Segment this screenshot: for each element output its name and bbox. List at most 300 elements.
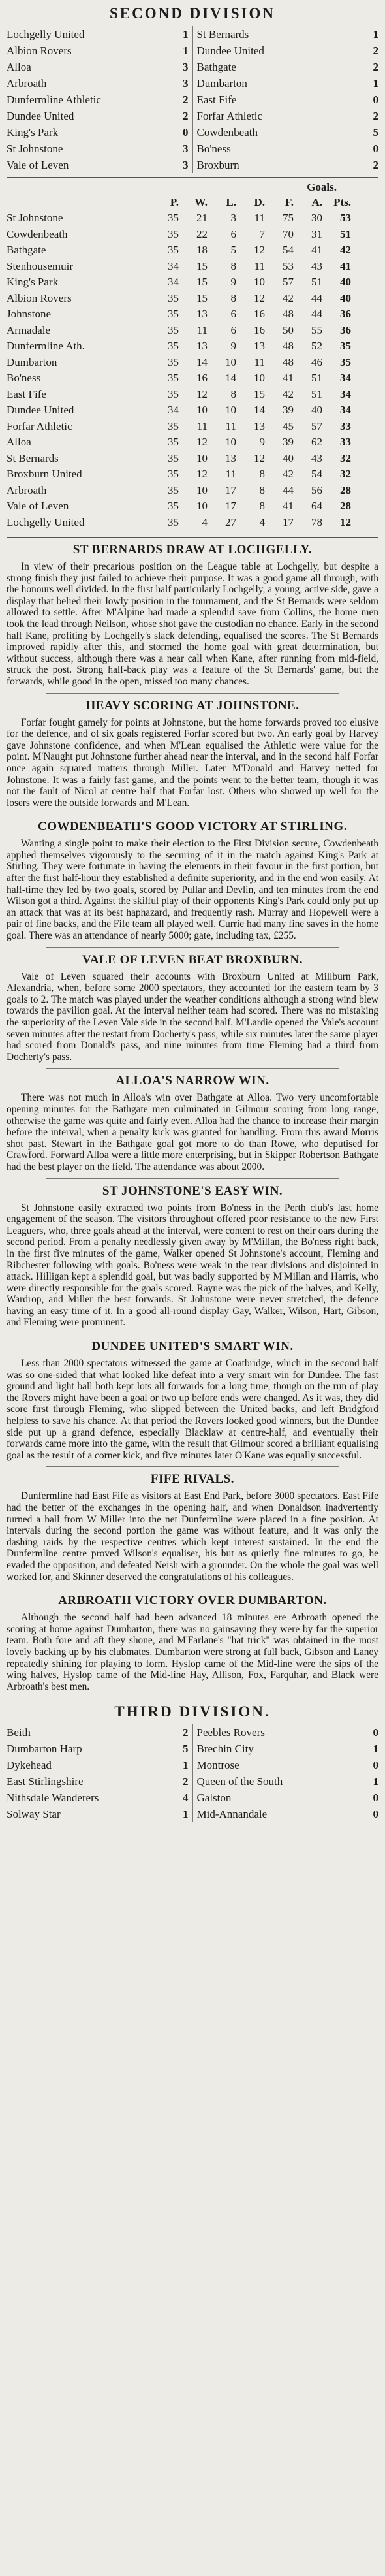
table-cell: 8 <box>259 468 265 480</box>
table-cell: 10 <box>254 276 265 288</box>
table-cell: 39 <box>283 404 294 416</box>
table-cell: 15 <box>196 259 208 272</box>
table-row <box>7 355 378 371</box>
table-cell: 43 <box>311 259 322 272</box>
table-cell: 27 <box>225 515 236 528</box>
team-name: East Fife <box>7 387 46 400</box>
table-cell: 35 <box>168 212 179 224</box>
table-row <box>7 483 378 499</box>
table-cell: 11 <box>196 323 208 336</box>
report-headline: ARBROATH VICTORY OVER DUMBARTON. <box>58 1594 327 1608</box>
table-cell: 8 <box>259 500 265 512</box>
table-cell: 8 <box>230 387 236 400</box>
home-team: Arbroath <box>7 77 47 89</box>
away-score: 0 <box>373 1726 378 1739</box>
table-row <box>7 323 378 339</box>
table-cell: 46 <box>311 355 322 368</box>
table-cell: 10 <box>196 404 208 416</box>
third-division-results <box>7 1724 378 1822</box>
team-name: Arbroath <box>7 483 47 496</box>
home-score: 1 <box>183 1808 189 1821</box>
result-row <box>7 1757 378 1773</box>
table-cell: 32 <box>340 451 351 464</box>
table-cell: 14 <box>196 355 208 368</box>
home-score: 3 <box>183 77 189 89</box>
table-cell: 56 <box>311 483 322 496</box>
result-row <box>7 1741 378 1757</box>
match-report <box>7 1588 378 1692</box>
home-score: 2 <box>183 1726 189 1739</box>
team-name: Lochgelly United <box>7 515 85 528</box>
table-cell: 35 <box>168 451 179 464</box>
table-cell: 39 <box>283 436 294 448</box>
table-cell: 10 <box>225 436 236 448</box>
table-cell: 35 <box>168 436 179 448</box>
table-cell: 30 <box>311 212 322 224</box>
table-cell: 12 <box>196 436 208 448</box>
away-score: 5 <box>373 126 378 138</box>
table-cell: 51 <box>311 387 322 400</box>
table-cell: 33 <box>340 436 351 448</box>
col-header: W. <box>194 196 208 208</box>
table-cell: 11 <box>196 419 208 432</box>
table-row <box>7 274 378 291</box>
table-cell: 16 <box>254 308 265 320</box>
home-score: 3 <box>183 142 189 155</box>
table-cell: 35 <box>168 323 179 336</box>
report-body: Vale of Leven squared their accounts with Broxburn United at Millburn Park, Alexandria, when, before some 2000 spectators, they accounted for the eastern team by 3 goals to 2. The match was played under the weather conditions although a strong wind blew towards the pavilion goal. At the interval neither team had scored. There was no mistaking the superiority of the Leven Vale side in the second half. M'Lardie opened the Vale's account seven minutes after the restart from Docherty's pass, while six minutes later the same player had scored from Donald's pass, and nine minutes from time Fleming had a third from Docherty's pass. <box>7 971 378 1063</box>
team-name: Dumbarton <box>7 355 57 368</box>
home-score: 1 <box>183 28 189 40</box>
table-cell: 10 <box>196 500 208 512</box>
table-cell: 48 <box>283 340 294 352</box>
team-name: King's Park <box>7 276 59 288</box>
team-name: Bo'ness <box>7 372 41 384</box>
table-cell: 14 <box>254 404 265 416</box>
table-cell: 7 <box>259 227 265 240</box>
away-team: Dundee United <box>196 44 264 57</box>
divider <box>7 536 378 538</box>
home-score: 3 <box>183 159 189 171</box>
table-cell: 34 <box>168 276 179 288</box>
away-team: Mid-Annandale <box>196 1808 268 1821</box>
team-name: Stenhousemuir <box>7 259 73 272</box>
table-row <box>7 242 378 259</box>
table-cell: 44 <box>283 483 294 496</box>
table-cell: 48 <box>283 355 294 368</box>
table-cell: 41 <box>283 372 294 384</box>
third-division-title: THIRD DIVISION. <box>114 1703 271 1720</box>
away-score: 2 <box>373 110 378 122</box>
away-score: 0 <box>373 93 378 106</box>
table-cell: 17 <box>283 515 294 528</box>
table-cell: 35 <box>168 291 179 304</box>
table-row <box>7 259 378 275</box>
report-body: Less than 2000 spectators witnessed the game at Coatbridge, which in the second half was so one-sided that what looked like defeat into a very smart win for Dundee. The fast ground and light ball both kept lots all forwards for a long time, though on the run of play the Rovers might have been a goal or two up before ends were changed. As it was, they did score first through Fleming, who slipped between the United backs, and left Bridgford helpless to save his chance. At that period the Rovers looked good winners, but the Dundee side put up a grand defence, especially Blacklaw at centre-half, and eventually their forwards came more into the game, with the result that Gilmour scored a brilliant equalising goal as the result of a corner kick, and five minutes later O'Kane was equally successful. <box>7 1358 378 1461</box>
team-name: Broxburn United <box>7 468 82 480</box>
table-row <box>7 466 378 483</box>
away-score: 0 <box>373 142 378 155</box>
table-row <box>7 434 378 451</box>
report-headline: COWDENBEATH'S GOOD VICTORY AT STIRLING. <box>37 820 348 834</box>
table-cell: 51 <box>340 227 351 240</box>
home-team: King's Park <box>7 126 59 138</box>
col-header: D. <box>254 196 265 208</box>
team-name: Forfar Athletic <box>7 419 72 432</box>
home-team: Alloa <box>7 61 31 73</box>
table-cell: 35 <box>168 468 179 480</box>
table-row <box>7 338 378 355</box>
table-cell: 40 <box>340 276 351 288</box>
table-cell: 36 <box>340 323 351 336</box>
result-row <box>7 75 378 91</box>
divider <box>46 1466 339 1467</box>
table-cell: 33 <box>340 419 351 432</box>
match-report <box>7 693 378 809</box>
divider <box>46 1178 339 1179</box>
home-team: Dunfermline Athletic <box>7 93 101 106</box>
result-row <box>7 42 378 59</box>
goals-label: Goals. <box>307 181 337 193</box>
table-cell: 41 <box>311 244 322 256</box>
result-row <box>7 59 378 75</box>
table-cell: 10 <box>196 483 208 496</box>
team-name: Vale of Leven <box>7 500 69 512</box>
table-row <box>7 291 378 307</box>
report-body: In view of their precarious position on the League table at Lochgelly, but despite a strong finish they just failed to achieve their purpose. It was a good game all through, with the honours well divided. In the first half particularly Lochgelly, a young, active side, gave a display that belied their lowly position in the tournament, and the St Bernards were seldom allowed to settle. After M'Alpine had made a splendid save from Collins, the home men took the lead through Neilson, whose shot gave the custodian no chance. Early in the second half Kane, profiting by Lochgelly's slack defending, equalised the scores. The St Bernards improved rapidly after this, and stormed the home goal with great determination, but without success, although there was a near call when Kane, after running from mid-field, struck the post. Strong half-back play was a feature of the St Bernards' game, but the forwards, while good in the open, missed too many chances. <box>7 561 378 687</box>
table-cell: 51 <box>311 276 322 288</box>
table-cell: 34 <box>340 372 351 384</box>
table-cell: 15 <box>196 276 208 288</box>
away-team: Brechin City <box>196 1743 254 1756</box>
home-team: Albion Rovers <box>7 44 72 57</box>
table-cell: 42 <box>340 244 351 256</box>
table-cell: 75 <box>283 212 294 224</box>
result-row <box>7 1806 378 1822</box>
table-cell: 9 <box>230 276 236 288</box>
table-cell: 13 <box>225 451 236 464</box>
col-header: Pts. <box>333 196 351 208</box>
table-cell: 42 <box>283 468 294 480</box>
match-report <box>7 541 378 688</box>
second-division-results <box>7 26 378 173</box>
table-cell: 15 <box>196 291 208 304</box>
team-name: Bathgate <box>7 244 46 256</box>
table-cell: 40 <box>311 404 322 416</box>
table-cell: 8 <box>230 291 236 304</box>
table-row <box>7 306 378 323</box>
table-cell: 35 <box>340 355 351 368</box>
divider <box>7 177 378 178</box>
table-cell: 8 <box>259 483 265 496</box>
table-cell: 57 <box>311 419 322 432</box>
table-cell: 21 <box>196 212 208 224</box>
table-cell: 34 <box>168 404 179 416</box>
away-team: Bo'ness <box>196 142 231 155</box>
away-team: St Bernards <box>196 28 249 40</box>
table-cell: 17 <box>225 483 236 496</box>
table-cell: 48 <box>283 308 294 320</box>
home-team: Beith <box>7 1726 31 1739</box>
table-cell: 13 <box>254 340 265 352</box>
table-cell: 28 <box>340 500 351 512</box>
away-score: 1 <box>373 77 378 89</box>
away-score: 2 <box>373 159 378 171</box>
table-cell: 6 <box>230 227 236 240</box>
result-row <box>7 124 378 140</box>
result-row <box>7 91 378 108</box>
table-cell: 52 <box>311 340 322 352</box>
home-team: Dundee United <box>7 110 74 122</box>
result-row <box>7 157 378 173</box>
divider <box>46 947 339 948</box>
table-cell: 9 <box>259 436 265 448</box>
table-row <box>7 498 378 515</box>
table-cell: 11 <box>254 212 265 224</box>
table-cell: 43 <box>311 451 322 464</box>
table-cell: 22 <box>196 227 208 240</box>
result-row <box>7 108 378 124</box>
table-cell: 6 <box>230 323 236 336</box>
away-team: Peebles Rovers <box>196 1726 265 1739</box>
away-score: 1 <box>373 1743 378 1756</box>
away-score: 2 <box>373 44 378 57</box>
report-headline: ALLOA'S NARROW WIN. <box>116 1074 270 1088</box>
table-cell: 35 <box>168 244 179 256</box>
home-score: 1 <box>183 1759 189 1772</box>
home-score: 0 <box>183 126 189 138</box>
report-headline: DUNDEE UNITED'S SMART WIN. <box>91 1340 294 1354</box>
away-score: 0 <box>373 1759 378 1772</box>
table-cell: 42 <box>283 291 294 304</box>
table-row <box>7 387 378 403</box>
home-score: 3 <box>183 61 189 73</box>
table-cell: 45 <box>283 419 294 432</box>
table-row <box>7 402 378 419</box>
table-cell: 13 <box>196 340 208 352</box>
home-team: Vale of Leven <box>7 159 69 171</box>
divider <box>46 693 339 694</box>
table-cell: 11 <box>225 468 236 480</box>
result-row <box>7 140 378 157</box>
table-cell: 4 <box>259 515 265 528</box>
match-report <box>7 1466 378 1583</box>
home-score: 5 <box>183 1743 189 1756</box>
result-row <box>7 1773 378 1790</box>
table-cell: 35 <box>168 308 179 320</box>
home-score: 2 <box>183 110 189 122</box>
away-team: Dumbarton <box>196 77 247 89</box>
away-score: 1 <box>373 28 378 40</box>
away-team: Montrose <box>196 1759 239 1772</box>
home-team: Solway Star <box>7 1808 61 1821</box>
report-body: There was not much in Alloa's win over Bathgate at Alloa. Two very uncomfortable opening minutes for the Bathgate men culminated in Gilmour scoring from long range, otherwise the game was quite and fairly even. Alloa had the chance to increase their margin before the interval, when a penalty kick was granted for handling. From this award Morris shot past. Stewart in the Bathgate goal got more to do than Rowe, who deputised for Crawford. Forward Alloa were a little more enterprising, but in Skipper Robertson Bathgate had the best player on the field. The attendance was about 2000. <box>7 1092 378 1172</box>
table-cell: 5 <box>230 244 236 256</box>
table-cell: 53 <box>283 259 294 272</box>
team-name: Dundee United <box>7 404 74 416</box>
table-cell: 10 <box>225 355 236 368</box>
away-team: Broxburn <box>196 159 239 171</box>
team-name: St Johnstone <box>7 212 63 224</box>
table-cell: 3 <box>230 212 236 224</box>
table-cell: 12 <box>254 244 265 256</box>
table-cell: 57 <box>283 276 294 288</box>
report-headline: VALE OF LEVEN BEAT BROXBURN. <box>82 952 303 967</box>
away-score: 0 <box>373 1792 378 1805</box>
table-cell: 10 <box>254 372 265 384</box>
report-body: Wanting a single point to make their election to the First Division secure, Cowdenbeath applied themselves vigorously to the securing of it in the match against King's Park at Stirling. They were fortunate in having the elements in their favour in the first portion, but after the first half-hour they established a definite superiority, and in the end won easily. At half-time they led by two goals, scored by Pullar and Devlin, and ten minutes from the end Wilson got a third. Against the skilful play of their opponents King's Park could only put up an attack that was at its best haphazard, and frequently rash. Murray and Hopewell were a pair of fine backs, and the Fife team all played well. Currie had many fine saves in the home goal. There was an attendance of nearly 5000; gate, including tax, £255. <box>7 838 378 942</box>
table-row <box>7 419 378 435</box>
table-cell: 10 <box>225 404 236 416</box>
table-cell: 35 <box>168 483 179 496</box>
team-name: Johnstone <box>7 308 51 320</box>
table-row <box>7 210 378 227</box>
divider <box>7 1698 378 1699</box>
away-team: Queen of the South <box>196 1775 283 1788</box>
team-name: Dunfermline Ath. <box>7 340 85 352</box>
report-headline: ST JOHNSTONE'S EASY WIN. <box>102 1183 283 1198</box>
table-cell: 51 <box>311 372 322 384</box>
home-team: Nithsdale Wanderers <box>7 1792 99 1805</box>
table-row <box>7 515 378 531</box>
report-body: St Johnstone easily extracted two points from Bo'ness in the Perth club's last home engagement of the season. The visitors throughout offered poor resistance to the new First Leaguers, who, three goals ahead at the interval, were content to rest on their oars during the second period. From a penalty needlessly given away by M'Millan, the Bo'ness right back, in the first five minutes of the game, Walker opened St Johnstone's account, Fleming and Ribchester following with goals. Bo'ness were weak in the rear divisions and disjointed in attack. Hilligan kept a splendid goal, but was badly supported by M'Millan and Harris, who were directly responsible for the goals scored. Rayne was the pick of the halves, and Kelly, Wardrop, and Miller the best forwards. St Johnstone were never stretched, the defence having an easy time of it. In a good all-round display Gay, Walker, Wilson, Hart, Gibson, and Fleming were prominent. <box>7 1202 378 1328</box>
table-cell: 34 <box>168 259 179 272</box>
table-cell: 70 <box>283 227 294 240</box>
home-team: Dumbarton Harp <box>7 1743 82 1756</box>
table-cell: 12 <box>196 468 208 480</box>
table-cell: 44 <box>311 308 322 320</box>
table-cell: 35 <box>168 340 179 352</box>
table-cell: 9 <box>230 340 236 352</box>
table-cell: 11 <box>254 355 265 368</box>
table-cell: 36 <box>340 308 351 320</box>
home-score: 4 <box>183 1792 189 1805</box>
table-cell: 50 <box>283 323 294 336</box>
table-cell: 35 <box>168 355 179 368</box>
away-team: Cowdenbeath <box>196 126 258 138</box>
away-team: Forfar Athletic <box>196 110 263 122</box>
table-cell: 12 <box>254 291 265 304</box>
col-header: P. <box>170 196 179 208</box>
table-cell: 17 <box>225 500 236 512</box>
articles <box>7 541 378 1692</box>
table-cell: 13 <box>254 419 265 432</box>
home-team: Lochgelly United <box>7 28 85 40</box>
table-cell: 35 <box>168 372 179 384</box>
match-report <box>7 1334 378 1461</box>
table-cell: 62 <box>311 436 322 448</box>
table-cell: 41 <box>283 500 294 512</box>
table-cell: 11 <box>254 259 265 272</box>
table-cell: 35 <box>340 340 351 352</box>
table-cell: 31 <box>311 227 322 240</box>
home-team: St Johnstone <box>7 142 63 155</box>
table-cell: 11 <box>225 419 236 432</box>
table-cell: 15 <box>254 387 265 400</box>
table-cell: 6 <box>230 308 236 320</box>
table-cell: 12 <box>196 387 208 400</box>
home-score: 2 <box>183 93 189 106</box>
home-team: East Stirlingshire <box>7 1775 84 1788</box>
away-score: 0 <box>373 1808 378 1821</box>
divider <box>46 1068 339 1069</box>
result-row <box>7 1790 378 1806</box>
report-body: Forfar fought gamely for points at Johnstone, but the home forwards proved too elusive for the defence, and of six goals registered Forfar scored but two. An early goal by Harvey gave Johnstone confidence, and when M'Lean equalised the Athletic were value for the point. M'Naught put Johnstone further ahead near the interval, and in the second half Forfar once again squared matters through Miller. Later M'Donald and Harvey netted for Johnstone. It was a fairly fast game, and the points went to the better team, though it was not the fault of Nicol at centre half that Forfar lost. Others who showed up well for the losers were the outside forwards and M'Lean. <box>7 716 378 809</box>
home-team: Dykehead <box>7 1759 52 1772</box>
table-cell: 34 <box>340 404 351 416</box>
table-cell: 16 <box>254 323 265 336</box>
table-cell: 35 <box>168 387 179 400</box>
table-cell: 42 <box>283 387 294 400</box>
report-body: Although the second half had been advanced 18 minutes ere Arbroath opened the scoring at home against Dumbarton, there was no gainsaying they were by far the superior team. Both fore and aft they shone, and M'Farlane's "hat trick" was obtained in the most lovely backing up by his clubmates. Dumbarton were strong at full back, Gibson and Laney repeatedly shining for playing to form. Hyslop came of the Mid-line were the sips of the wing halves, Hyslop came of the Mid-line Hay, Allison, Fox, Farquhar, and Black were Arbroath's best men. <box>7 1612 378 1692</box>
table-row <box>7 227 378 243</box>
team-name: St Bernards <box>7 451 59 464</box>
table-cell: 35 <box>168 515 179 528</box>
league-table-header <box>7 195 378 210</box>
table-cell: 4 <box>202 515 208 528</box>
table-cell: 10 <box>196 451 208 464</box>
league-table <box>7 210 378 530</box>
table-cell: 54 <box>283 244 294 256</box>
table-cell: 53 <box>340 212 351 224</box>
table-cell: 44 <box>311 291 322 304</box>
match-report <box>7 814 378 941</box>
table-cell: 78 <box>311 515 322 528</box>
table-row <box>7 451 378 467</box>
away-team: Galston <box>196 1792 232 1805</box>
table-cell: 14 <box>225 372 236 384</box>
away-team: East Fife <box>196 93 237 106</box>
home-score: 2 <box>183 1775 189 1788</box>
table-cell: 8 <box>230 259 236 272</box>
table-cell: 32 <box>340 468 351 480</box>
away-team: Bathgate <box>196 61 236 73</box>
table-cell: 35 <box>168 227 179 240</box>
table-cell: 34 <box>340 387 351 400</box>
match-report <box>7 1068 378 1172</box>
away-score: 2 <box>373 61 378 73</box>
table-cell: 55 <box>311 323 322 336</box>
second-division-title: SECOND DIVISION <box>110 5 275 22</box>
table-cell: 64 <box>311 500 322 512</box>
result-row <box>7 1724 378 1741</box>
team-name: Alloa <box>7 436 31 448</box>
team-name: Armadale <box>7 323 51 336</box>
report-body: Dunfermline had East Fife as visitors at East End Park, before 3000 spectators. East Fife had the better of the exchanges in the opening half, and when Donaldson inadvertently turned a ball from W Miller into the net Dunfermline were placed in a fine position. At intervals during the second portion the game was without feature, and it was only the dashing raids by the respective centres which kept interest sustained. In the end the Dunfermline centre proved Wilson's equaliser, his but as quietly fine minutes to go, he evaded the opposition, and defeated Neish with a grounder. On the whole the goal was well worked for, and Skinner deserved the congratulations of his colleagues. <box>7 1490 378 1583</box>
table-cell: 28 <box>340 483 351 496</box>
table-cell: 12 <box>340 515 351 528</box>
table-cell: 35 <box>168 419 179 432</box>
table-row <box>7 370 378 387</box>
report-headline: ST BERNARDS DRAW AT LOCHGELLY. <box>72 543 313 556</box>
table-cell: 54 <box>311 468 322 480</box>
match-report <box>7 947 378 1063</box>
col-header: A. <box>311 196 322 208</box>
table-cell: 13 <box>196 308 208 320</box>
col-header: L. <box>226 196 236 208</box>
team-name: Albion Rovers <box>7 291 72 304</box>
team-name: Cowdenbeath <box>7 227 68 240</box>
table-cell: 40 <box>283 451 294 464</box>
table-cell: 35 <box>168 500 179 512</box>
table-cell: 18 <box>196 244 208 256</box>
away-score: 1 <box>373 1775 378 1788</box>
report-headline: HEAVY SCORING AT JOHNSTONE. <box>85 698 300 713</box>
result-row <box>7 26 378 42</box>
col-header: F. <box>285 196 294 208</box>
match-report <box>7 1178 378 1329</box>
report-headline: FIFE RIVALS. <box>150 1472 235 1487</box>
